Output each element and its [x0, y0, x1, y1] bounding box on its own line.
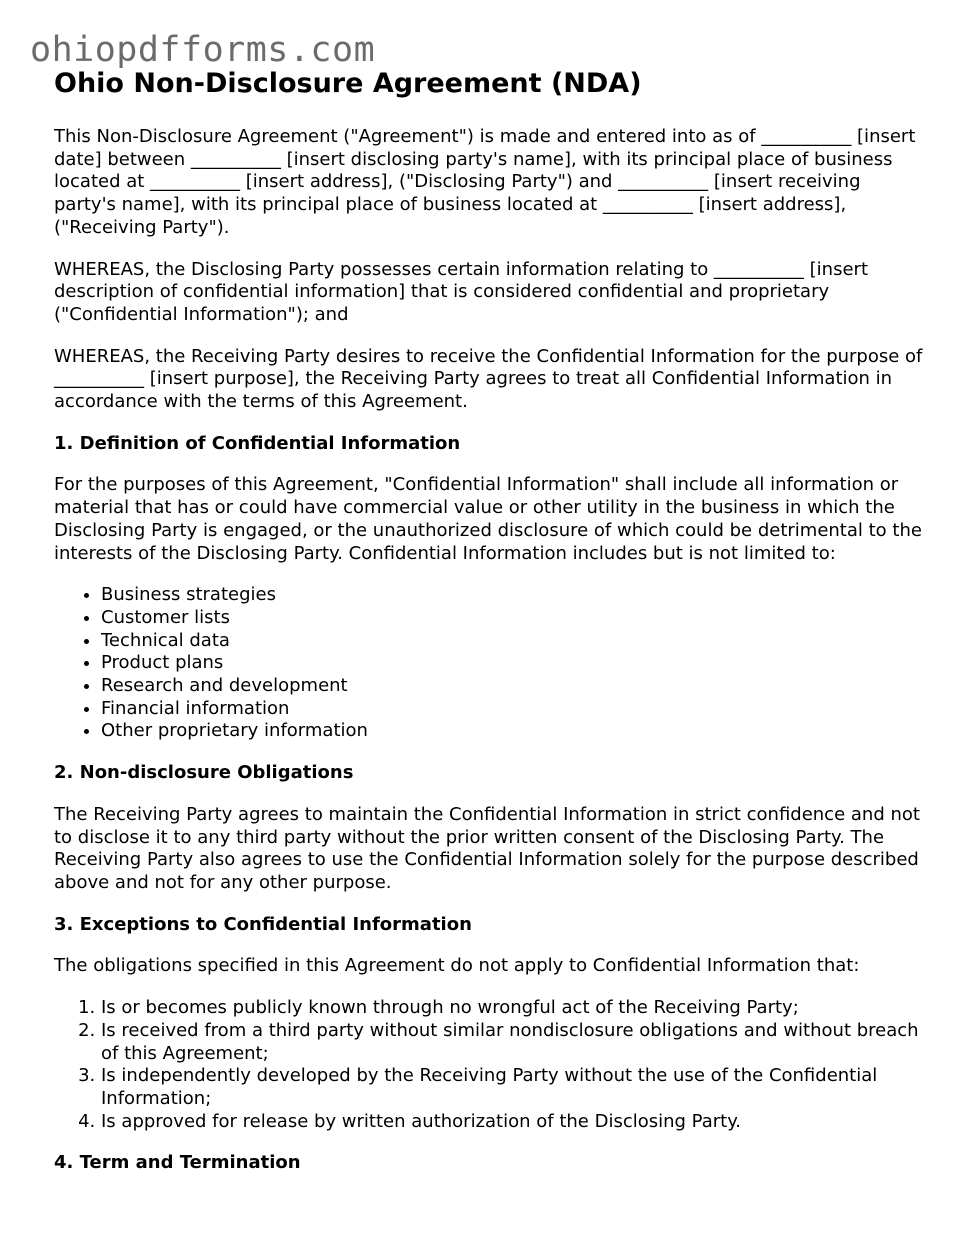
list-item: • Product plans	[101, 652, 924, 675]
section-3-body: The obligations specified in this Agreement do not apply to Confidential Information that:	[54, 955, 860, 977]
list-item: • Research and development	[101, 675, 924, 698]
section-1-heading: 1. Definition of Confidential Information	[54, 432, 461, 454]
confidential-info-list	[54, 584, 924, 743]
list-item: 2. Is received from a third party without similar nondisclosure obligations and without breach of this Agreement;	[101, 1020, 924, 1065]
section-1-body: For the purposes of this Agreement, "Confidential Information" shall include all information or material that has or could have commercial value or other utility in the business in which the Disclosing Party is engaged, or the unauthorized disclosure of which could be detrimental to the interests of the Disclosing Party. Confidential Information includes but is not limited to:	[54, 474, 922, 564]
list-item: • Other proprietary information	[101, 720, 924, 743]
list-item: 3. Is independently developed by the Receiving Party without the use of the Confidential Information;	[101, 1065, 924, 1110]
section-2-body: The Receiving Party agrees to maintain the Confidential Information in strict confidence and not to disclose it to any third party without the prior written consent of the Disclosing Party. The Receiving Party also agrees to use the Confidential Information solely for the purpose described above and not for any other purpose.	[54, 803, 920, 893]
list-item: • Technical data	[101, 630, 924, 653]
intro-paragraph: This Non-Disclosure Agreement ("Agreement") is made and entered into as of __________ [insert date] between __________ [insert disclosing party's name], with its principal place of business located at __________ [insert address], ("Disclosing Party") and __________ [insert receiving party's name], with its principal place of business located at __________ [insert address], ("Receiving Party").	[54, 126, 916, 238]
watermark: ohiopdfforms.com	[30, 30, 376, 70]
list-item: 1. Is or becomes publicly known through no wrongful act of the Receiving Party;	[101, 997, 924, 1020]
list-item: 4. Is approved for release by written authorization of the Disclosing Party.	[101, 1111, 924, 1134]
section-4-heading: 4. Term and Termination	[54, 1152, 301, 1174]
whereas-paragraph-1: WHEREAS, the Disclosing Party possesses certain information relating to __________ [insert description of confidential information] that is considered confidential and proprietary ("Confidential Information"); and	[54, 258, 868, 325]
list-item: • Customer lists	[101, 607, 924, 630]
list-item: • Financial information	[101, 698, 924, 721]
document-page	[54, 66, 924, 1175]
exceptions-list	[54, 997, 924, 1133]
document-title: Ohio Non-Disclosure Agreement (NDA)	[54, 68, 642, 99]
section-2-heading: 2. Non-disclosure Obligations	[54, 762, 354, 784]
list-item: • Business strategies	[101, 584, 924, 607]
whereas-paragraph-2: WHEREAS, the Receiving Party desires to receive the Confidential Information for the purpose of __________ [insert purpose], the Receiving Party agrees to treat all Confidential Information in accordance with the terms of this Agreement.	[54, 345, 923, 413]
section-3-heading: 3. Exceptions to Confidential Information	[54, 913, 472, 935]
